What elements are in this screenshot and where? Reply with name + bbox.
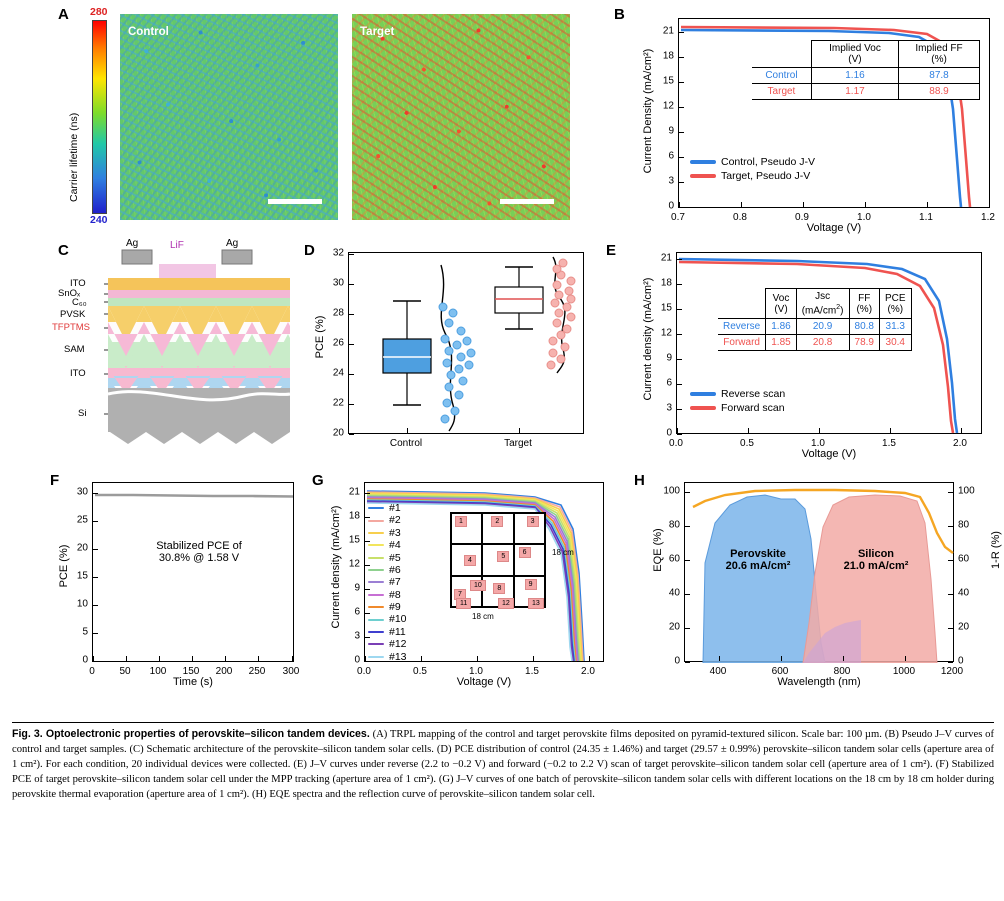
panel-e-ytick-4: 12: [660, 327, 672, 339]
panel-g-legend-3: #4: [389, 539, 401, 552]
colorbar-title: Carrier lifetime (ns): [68, 112, 80, 202]
colorbar-max-label: 280: [90, 6, 108, 18]
panel-d: [296, 238, 596, 456]
panel-d-xtick-0: Control: [389, 438, 423, 449]
panel-e-th-2: Jsc $(mA/cm^2)$: [796, 289, 849, 319]
panel-d-ytick-2: 24: [332, 367, 344, 379]
panel-c-top-label-lif: LiF: [170, 240, 184, 251]
panel-f-xtick-3: 150: [182, 666, 200, 677]
figure-caption: [12, 727, 994, 802]
panel-b-letter: B: [614, 6, 625, 23]
panel-d-ylabel: PCE (%): [314, 315, 326, 359]
panel-e-ytick-6: 18: [660, 277, 672, 289]
panel-f-curve: [93, 483, 295, 663]
panel-c-top-label-ag-right: Ag: [226, 238, 239, 249]
panel-b-row-1-name: Target: [752, 84, 811, 100]
panel-e-row-1-ff: 78.9: [849, 335, 879, 351]
panel-f: [40, 470, 308, 720]
panel-e-row-1-pce: 30.4: [879, 335, 911, 351]
inset-cell: 4: [451, 544, 482, 575]
panel-g-ytick-2: 6: [354, 606, 360, 618]
inset-cell: 6: [514, 544, 545, 575]
panel-b: [612, 6, 1004, 234]
trpl-map-target-label: Target: [360, 26, 395, 38]
panel-g-legend: [368, 502, 407, 663]
panel-d-letter: D: [304, 242, 315, 259]
panel-e-row-1-jsc: 20.8: [796, 335, 849, 351]
panel-e-row-0-name: Reverse: [718, 319, 766, 335]
panel-e-ytick-3: 9: [666, 352, 672, 364]
panel-e-xlabel: Voltage (V): [801, 448, 857, 460]
inset-cell-12: 12: [498, 598, 514, 609]
trpl-map-control: [120, 14, 338, 220]
panel-f-axes: [92, 482, 294, 662]
panel-e-xtick-3: 1.5: [882, 438, 896, 449]
panel-e-row-0-voc: 1.86: [766, 319, 796, 335]
panel-h-ytick-r4: 80: [958, 519, 970, 531]
panel-g-xtick-1: 0.5: [413, 666, 427, 677]
panel-g-legend-10: #11: [389, 625, 406, 638]
panel-d-ytick-6: 32: [332, 247, 344, 259]
panel-f-ytick-0: 0: [82, 654, 88, 666]
panel-h-axes: [684, 482, 954, 662]
panel-g-ylabel: Current density (mA/cm²): [330, 505, 342, 629]
panel-e-legend-1: Forward scan: [721, 402, 785, 414]
panel-b-ytick-7: 21: [662, 25, 674, 37]
panel-g-inset-grid: [450, 512, 546, 608]
panel-a: [52, 6, 612, 228]
panel-c-letter: C: [58, 242, 69, 259]
panel-g-letter: G: [312, 472, 324, 489]
panel-b-ytick-3: 9: [668, 125, 674, 137]
panel-c-top-label-ag-left: Ag: [126, 238, 139, 249]
panel-e-row-0-jsc: 20.9: [796, 319, 849, 335]
panel-h-ytick-l1: 20: [668, 621, 680, 633]
panel-h-ytick-l0: 0: [674, 655, 680, 667]
panel-f-xtick-2: 100: [149, 666, 167, 677]
panel-b-legend: [690, 156, 815, 184]
panel-b-row-0-ff: 87.8: [899, 68, 980, 84]
panel-f-ytick-4: 20: [76, 542, 88, 554]
colorbar: [92, 20, 107, 214]
panel-b-ytick-1: 3: [668, 175, 674, 187]
panel-e-row-0-pce: 31.3: [879, 319, 911, 335]
panel-c-layer-ito-top: ITO: [70, 278, 86, 289]
panel-g: [310, 470, 626, 720]
panel-c: [52, 238, 296, 454]
panel-c-schematic: [104, 244, 294, 444]
panel-b-row-1-ff: 88.9: [899, 84, 980, 100]
panel-h-ylabel-right: 1-R (%): [990, 531, 1002, 569]
panel-f-xtick-6: 300: [282, 666, 300, 677]
caption-g: (G) J–V curves of one batch of perovskite–silicon tandem solar cells with different locations on the 18 cm by 18 cm holder during perovskite thermal evaporation (aperture area of 1 cm²).: [12, 774, 995, 801]
panel-e-th-0: [718, 289, 766, 319]
panel-e-table: [718, 288, 912, 351]
panel-g-ytick-1: 3: [354, 630, 360, 642]
panel-c-layer-ito-bot: ITO: [70, 368, 86, 379]
panel-a-letter: A: [58, 6, 69, 23]
panel-g-ytick-6: 18: [348, 510, 360, 522]
panel-f-annotation-line1: Stabilized PCE of: [156, 540, 242, 552]
panel-h-curves: [685, 483, 955, 663]
panel-b-legend-1: Target, Pseudo J-V: [721, 170, 811, 182]
panel-b-row-0-name: Control: [752, 68, 811, 84]
panel-d-ytick-3: 26: [332, 337, 344, 349]
panel-d-ytick-5: 30: [332, 277, 344, 289]
panel-e-row-1-name: Forward: [718, 335, 766, 351]
panel-h-ytick-l5: 100: [663, 485, 680, 497]
panel-b-legend-0: Control, Pseudo J-V: [721, 156, 815, 168]
caption-d: (D) PCE distribution of control (24.35 ± 1.46%) and target (29.57 ± 0.99%) perovskite–silicon tandem solar cells (aperture area of 1 cm²). For each condition, 20 individual devices were collected.: [12, 744, 995, 771]
panel-b-ytick-2: 6: [668, 150, 674, 162]
panel-h-ytick-l2: 40: [668, 587, 680, 599]
panel-b-xtick-1: 0.8: [733, 212, 747, 223]
panel-e-th-4: PCE (%): [879, 289, 911, 319]
panel-b-th-2: Implied FF (%): [899, 41, 980, 68]
panel-g-legend-8: #9: [389, 601, 401, 613]
panel-b-xtick-5: 1.2: [981, 212, 995, 223]
panel-c-layer-snox: SnOₓ: [58, 288, 81, 299]
panel-h: [630, 470, 1004, 720]
inset-cell-13: 13: [528, 598, 544, 609]
trpl-map-target: [352, 14, 570, 220]
panel-e-row-1-voc: 1.85: [766, 335, 796, 351]
panel-f-xtick-1: 50: [119, 666, 131, 677]
panel-h-xtick-2: 800: [833, 666, 851, 677]
panel-e-xtick-4: 2.0: [953, 438, 967, 449]
panel-h-ytick-l3: 60: [668, 553, 680, 565]
panel-d-ytick-1: 22: [332, 397, 344, 409]
inset-cell: 7: [451, 576, 482, 607]
panel-b-xtick-3: 1.0: [857, 212, 871, 223]
panel-h-ylabel-left: EQE (%): [652, 528, 664, 572]
panel-c-layer-tfptms: TFPTMS: [52, 322, 90, 333]
inset-cell-11: 11: [456, 598, 471, 609]
panel-g-xtick-3: 1.5: [525, 666, 539, 677]
panel-h-xlabel: Wavelength (nm): [777, 676, 861, 688]
panel-g-legend-6: #7: [389, 576, 401, 589]
panel-f-annotation-line2: 30.8% @ 1.58 V: [158, 552, 240, 564]
panel-e: [600, 238, 1004, 460]
panel-e-xtick-2: 1.0: [811, 438, 825, 449]
panel-h-ytick-r3: 60: [958, 553, 970, 565]
panel-e-letter: E: [606, 242, 617, 259]
panel-c-layer-pvsk: PVSK: [60, 309, 86, 320]
panel-h-ytick-r2: 40: [958, 587, 970, 599]
panel-h-xtick-0: 400: [709, 666, 727, 677]
panel-b-xlabel: Voltage (V): [806, 222, 862, 234]
panel-h-ytick-r1: 20: [958, 621, 970, 633]
inset-cell: 8: [482, 576, 513, 607]
caption-title: Optoelectronic properties of perovskite–silicon tandem devices.: [45, 728, 370, 740]
inset-cell: 3: [514, 513, 545, 544]
panel-e-xtick-1: 0.5: [740, 438, 754, 449]
scale-bar-control: [268, 199, 322, 204]
panel-h-ytick-l4: 80: [668, 519, 680, 531]
panel-e-xtick-0: 0.0: [669, 438, 683, 449]
colorbar-min-label: 240: [90, 214, 108, 226]
panel-g-legend-0: #1: [389, 502, 401, 514]
inset-cell: 1: [451, 513, 482, 544]
caption-c: (C) Schematic architecture of the perovskite–silicon tandem solar cells.: [129, 744, 434, 756]
panel-g-ytick-5: 15: [348, 534, 360, 546]
panel-g-legend-5: #6: [389, 563, 401, 576]
panel-d-xtick-1: Target: [504, 438, 532, 449]
panel-e-ylabel: Current density (mA/cm²): [642, 277, 654, 401]
panel-g-legend-7: #8: [389, 588, 401, 601]
panel-d-axes: [348, 252, 584, 434]
panel-h-xtick-3: 1000: [892, 666, 916, 677]
panel-f-annotation: [114, 540, 284, 564]
caption-b: (B) Pseudo J–V curves of control and target samples.: [12, 729, 994, 756]
panel-f-ytick-5: 25: [76, 514, 88, 526]
panel-g-xtick-4: 2.0: [581, 666, 595, 677]
panel-h-xtick-4: 1200: [940, 666, 964, 677]
panel-b-ytick-5: 15: [662, 75, 674, 87]
panel-g-ytick-4: 12: [348, 558, 360, 570]
panel-d-plot: [349, 253, 585, 435]
panel-g-xlabel: Voltage (V): [456, 676, 512, 688]
panel-f-ytick-2: 10: [76, 598, 88, 610]
panel-e-row-0-ff: 80.8: [849, 319, 879, 335]
panel-f-xtick-0: 0: [89, 666, 95, 677]
panel-e-ytick-2: 6: [666, 377, 672, 389]
inset-cell: 5: [482, 544, 513, 575]
panel-f-ytick-6: 30: [76, 486, 88, 498]
panel-h-letter: H: [634, 472, 645, 489]
panel-b-ylabel: Current Density (mA/cm²): [642, 48, 654, 174]
panel-g-xtick-0: 0.0: [357, 666, 371, 677]
panel-g-inset-height-label: 18 cm: [552, 548, 574, 557]
panel-b-table: [752, 40, 980, 100]
panel-h-annotation-perovskite: Perovskite 20.6 mA/cm²: [725, 548, 791, 572]
panel-b-xtick-0: 0.7: [671, 212, 685, 223]
panel-e-th-3: FF (%): [849, 289, 879, 319]
panel-g-ytick-7: 21: [348, 486, 360, 498]
panel-h-ytick-r5: 100: [958, 485, 975, 497]
panel-f-xtick-5: 250: [248, 666, 266, 677]
panel-e-ytick-1: 3: [666, 402, 672, 414]
panel-d-ytick-0: 20: [332, 427, 344, 439]
panel-f-ytick-1: 5: [82, 626, 88, 638]
caption-a: (A) TRPL mapping of the control and target perovskite films deposited on pyramid-textured silicon. Scale bar: 100 µm.: [372, 729, 882, 740]
panel-b-th-0: [752, 41, 811, 68]
trpl-map-control-label: Control: [128, 26, 169, 38]
panel-g-xtick-2: 1.0: [469, 666, 483, 677]
inset-cell: 2: [482, 513, 513, 544]
panel-g-inset-width-label: 18 cm: [472, 612, 494, 621]
panel-g-legend-9: #10: [389, 613, 407, 626]
panel-e-ytick-0: 0: [666, 427, 672, 439]
panel-b-ytick-4: 12: [662, 100, 674, 112]
panel-b-th-1: Implied Voc (V): [811, 41, 898, 68]
panel-e-th-1: Voc (V): [766, 289, 796, 319]
panel-b-ytick-6: 18: [662, 50, 674, 62]
panel-e-ytick-5: 15: [660, 302, 672, 314]
panel-c-layer-sam: SAM: [64, 344, 85, 355]
panel-f-ylabel: PCE (%): [58, 544, 70, 588]
panel-h-ytick-r0: 0: [958, 655, 964, 667]
panel-b-ytick-0: 0: [668, 200, 674, 212]
panel-g-ytick-0: 0: [354, 654, 360, 666]
panel-g-legend-1: #2: [389, 514, 401, 527]
panel-e-legend: [690, 388, 785, 416]
panel-g-legend-2: #3: [389, 526, 401, 539]
panel-g-legend-4: #5: [389, 551, 401, 564]
panel-h-xtick-1: 600: [771, 666, 789, 677]
panel-b-xtick-4: 1.1: [919, 212, 933, 223]
panel-b-row-1-voc: 1.17: [811, 84, 898, 100]
panel-c-layer-si: Si: [78, 408, 87, 419]
panel-g-legend-12: #13: [389, 650, 407, 663]
panel-g-ytick-3: 9: [354, 582, 360, 594]
inset-cell: 9: [514, 576, 545, 607]
panel-b-xtick-2: 0.9: [795, 212, 809, 223]
panel-d-ytick-4: 28: [332, 307, 344, 319]
caption-figno: Fig. 3.: [12, 728, 43, 740]
caption-f: (F) Stabilized PCE of target perovskite–silicon tandem solar cell under the MPP tracking (aperture area of 1 cm²).: [12, 759, 994, 786]
panel-f-ytick-3: 15: [76, 570, 88, 582]
panel-c-layer-c60: C₆₀: [72, 297, 87, 308]
panel-f-xtick-4: 200: [215, 666, 233, 677]
caption-h: (H) EQE spectra and the reflection curve of perovskite–silicon tandem solar cell.: [251, 789, 595, 801]
panel-g-legend-11: #12: [389, 638, 407, 651]
caption-rule: [12, 722, 994, 723]
panel-f-xlabel: Time (s): [173, 676, 213, 688]
caption-e: (E) J–V curves under reverse (2.2 to −0.2 V) and forward (−0.2 to 2.2 V) scan of target perovskite–silicon tandem solar cell (aperture area of 1 cm²).: [293, 759, 933, 771]
panel-b-row-0-voc: 1.16: [811, 68, 898, 84]
panel-e-legend-0: Reverse scan: [721, 388, 786, 400]
panel-e-ytick-7: 21: [660, 252, 672, 264]
scale-bar-target: [500, 199, 554, 204]
panel-h-annotation-silicon: Silicon 21.0 mA/cm²: [843, 548, 909, 572]
panel-f-letter: F: [50, 472, 60, 489]
inset-cell-10: 10: [470, 580, 486, 591]
